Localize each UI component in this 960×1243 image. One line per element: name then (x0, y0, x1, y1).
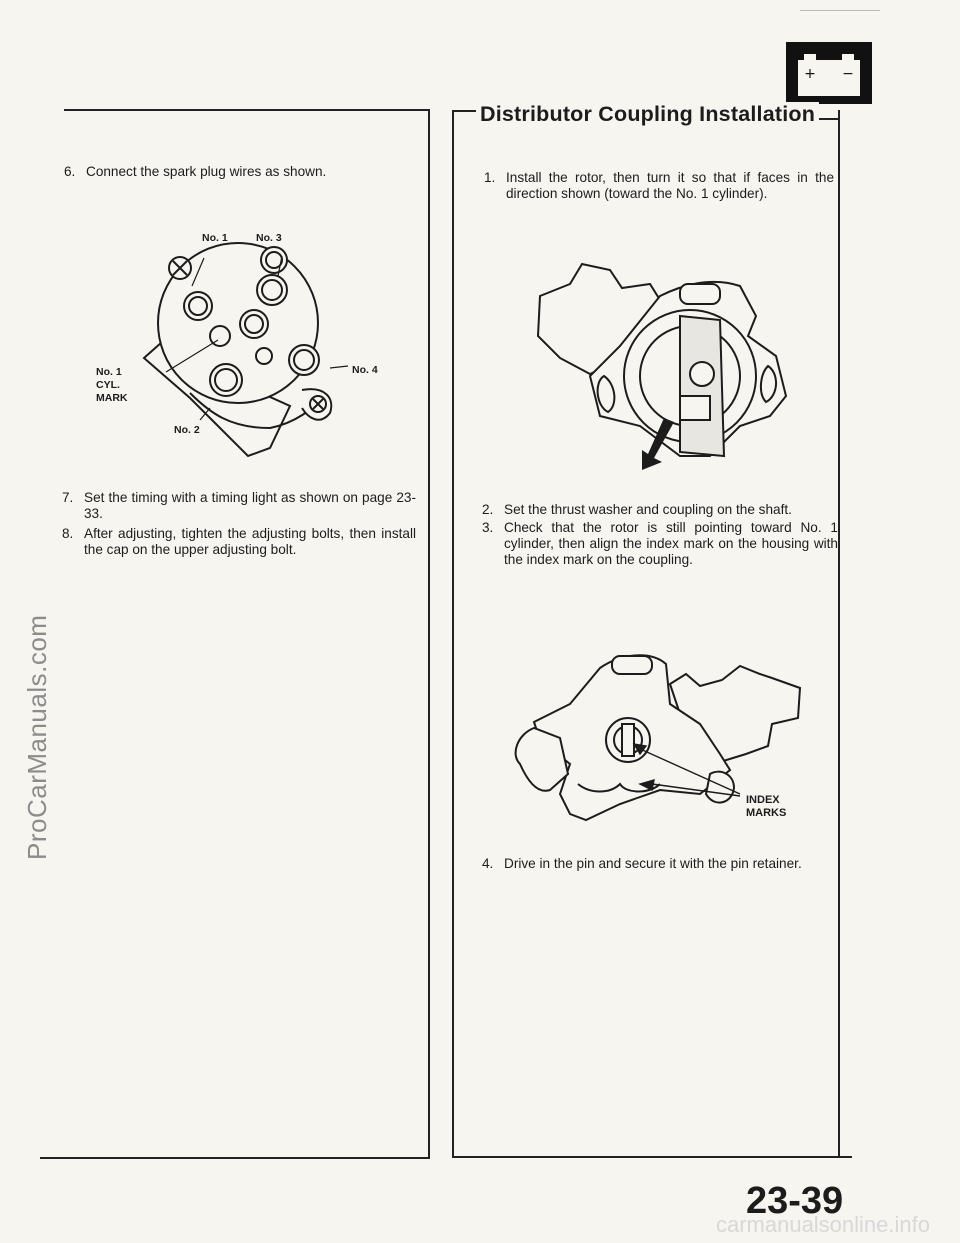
step-text: Drive in the pin and secure it with the pin retainer. (504, 856, 802, 871)
left-step-6 (64, 164, 414, 182)
right-step-2 (482, 502, 838, 520)
coupling-label-index: INDEX (746, 794, 780, 806)
cap-label-no3: No. 3 (256, 232, 282, 244)
cap-label-no1: No. 1 (202, 232, 228, 244)
right-step-4 (482, 856, 838, 874)
left-step-8 (62, 526, 416, 560)
step-number: 3. (482, 520, 494, 535)
watermark-bottom: carmanualsonline.info (715, 1212, 930, 1237)
step-text: Set the thrust washer and coupling on the shaft. (504, 502, 792, 517)
left-column-right-rule (428, 109, 430, 1159)
right-step-3 (482, 520, 838, 572)
step-number: 4. (482, 856, 494, 871)
cap-label-no2: No. 2 (174, 424, 200, 436)
step-number: 6. (64, 164, 76, 179)
step-number: 8. (62, 526, 74, 541)
step-number: 2. (482, 502, 494, 517)
section-title: Distributor Coupling Installation (476, 102, 819, 127)
step-text: Connect the spark plug wires as shown. (86, 164, 327, 179)
right-column-bottom-rule (452, 1156, 852, 1158)
step-number: 7. (62, 490, 74, 505)
step-text: Check that the rotor is still pointing toward No. 1 cylinder, then align the index mark on the housing with the index mark on the coupling. (504, 520, 838, 567)
top-rule (800, 10, 880, 11)
step-number: 1. (484, 170, 496, 185)
coupling-label-marks: MARKS (746, 807, 787, 819)
watermark-left: ProCarManuals.com (22, 614, 52, 860)
step-text: Install the rotor, then turn it so that if faces in the direction shown (toward the No. 1 cylinder). (506, 170, 834, 201)
spark-plug-cap-diagram (120, 228, 410, 468)
left-column-bottom-rule (40, 1157, 430, 1159)
cap-label-cyl-mark-3: MARK (96, 392, 128, 404)
right-step-1 (484, 170, 838, 204)
left-column-top-rule (64, 109, 430, 111)
cap-label-no4: No. 4 (352, 364, 378, 376)
battery-minus: − (842, 66, 854, 82)
cap-label-cyl-mark-2: CYL. (96, 379, 120, 391)
page-number: 23-39 (746, 1180, 844, 1222)
right-box-top-left (452, 110, 476, 112)
battery-icon (786, 42, 872, 104)
step-text: Set the timing with a timing light as shown on page 23-33. (84, 490, 416, 521)
right-box-top-right-tick (838, 118, 840, 126)
rotor-diagram (530, 256, 810, 472)
battery-plus: + (804, 66, 816, 82)
cap-label-cyl-mark-1: No. 1 (96, 366, 122, 378)
step-text: After adjusting, tighten the adjusting bolts, then install the cap on the upper adjusting bolt. (84, 526, 416, 557)
left-step-7 (62, 490, 416, 524)
